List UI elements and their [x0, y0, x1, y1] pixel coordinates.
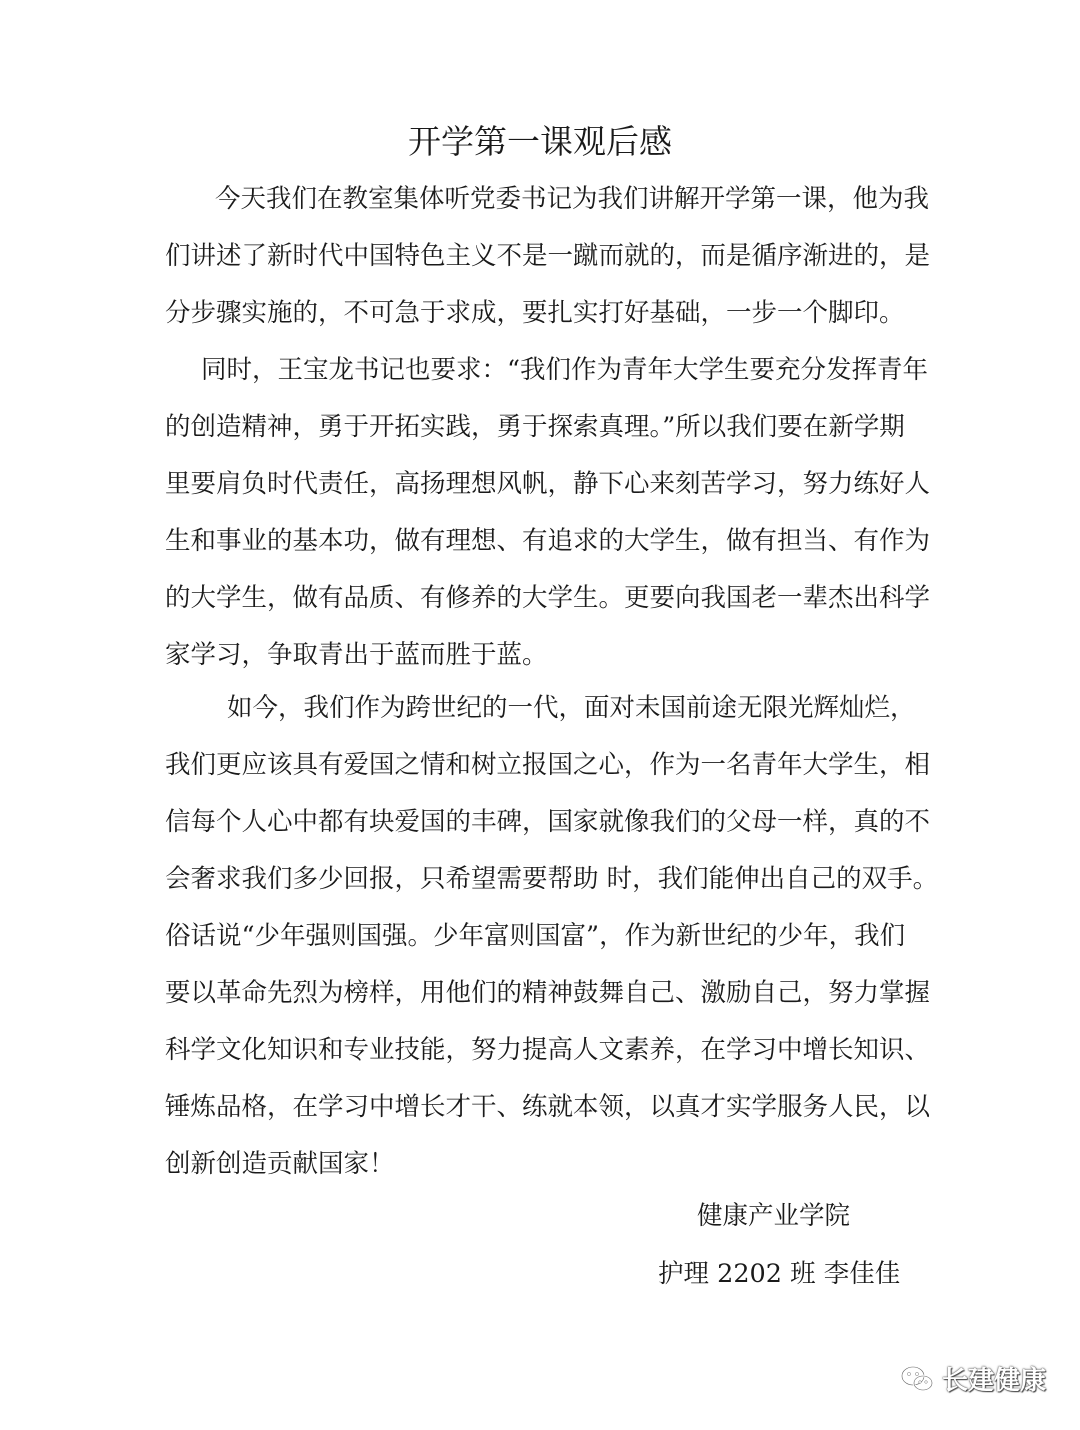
- paragraph-line: 要以革命先烈为榜样，用他们的精神鼓舞自己、激励自己，努力掌握: [165, 978, 931, 1008]
- signature-school: 健康产业学院: [697, 1201, 851, 1231]
- paragraph-line: 信每个人心中都有块爱国的丰碑，国家就像我们的父母一样，真的不: [165, 807, 931, 837]
- paragraph-line: 俗话说“少年强则国强。少年富则国富”，作为新世纪的少年，我们: [165, 921, 906, 951]
- paragraph-line: 分步骤实施的，不可急于求成，要扎实打好基础，一步一个脚印。: [165, 298, 905, 328]
- paragraph-3: [165, 680, 939, 1193]
- paragraph-line: 会奢求我们多少回报，只希望需要帮助 时，我们能伸出自己的双手。: [165, 864, 939, 894]
- paragraph-1: [165, 171, 931, 342]
- watermark: [900, 1360, 1046, 1397]
- paragraph-line: 如今，我们作为跨世纪的一代，面对未国前途无限光辉灿烂，: [227, 693, 916, 723]
- paragraph-line: 的创造精神，勇于开拓实践，勇于探索真理。”所以我们要在新学期: [165, 412, 905, 442]
- paragraph-2: [165, 342, 931, 684]
- paragraph-line: 生和事业的基本功，做有理想、有追求的大学生，做有担当、有作为: [165, 526, 931, 556]
- paragraph-line: 们讲述了新时代中国特色主义不是一蹴而就的，而是循序渐进的，是: [165, 241, 931, 271]
- paragraph-line: 我们更应该具有爱国之情和树立报国之心，作为一名青年大学生，相: [165, 750, 931, 780]
- watermark-text: 长建健康: [941, 1366, 1046, 1396]
- signature-class-name: 护理 2202 班 李佳佳: [658, 1259, 901, 1289]
- paragraph-line: 锤炼品格，在学习中增长才干、练就本领，以真才实学服务人民，以: [165, 1092, 931, 1122]
- page-title: 开学第一课观后感: [408, 122, 672, 161]
- paragraph-line: 科学文化知识和专业技能，努力提高人文素养，在学习中增长知识、: [165, 1035, 931, 1065]
- paragraph-line: 家学习，争取青出于蓝而胜于蓝。: [165, 640, 548, 670]
- paragraph-line: 创新创造贡献国家！: [165, 1149, 395, 1179]
- paragraph-line: 今天我们在教室集体听党委书记为我们讲解开学第一课，他为我: [215, 184, 930, 214]
- paragraph-line: 的大学生，做有品质、有修养的大学生。更要向我国老一辈杰出科学: [165, 583, 931, 613]
- paragraph-line: 同时，王宝龙书记也要求：“我们作为青年大学生要充分发挥青年: [201, 355, 929, 385]
- paragraph-line: 里要肩负时代责任，高扬理想风帆，静下心来刻苦学习，努力练好人: [165, 469, 931, 499]
- wechat-icon: [900, 1365, 934, 1393]
